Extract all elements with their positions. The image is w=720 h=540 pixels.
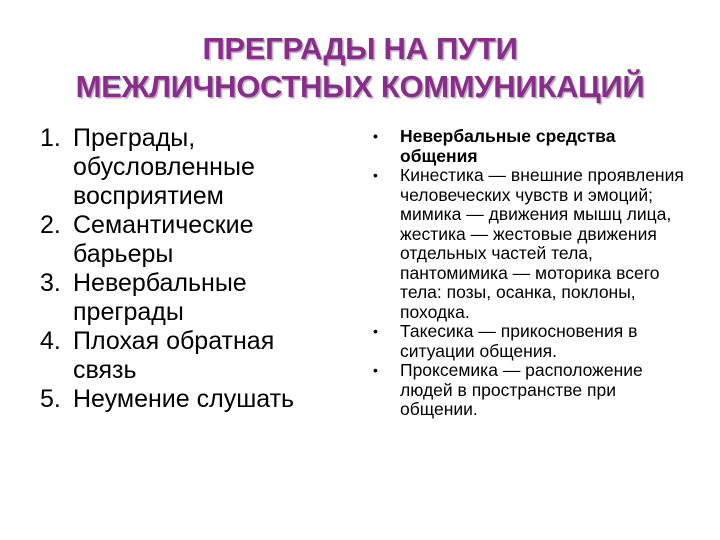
list-item-text: Кинестика — внешние проявления человеческих чувств и эмоций; мимика — движения мышц лица, жестика — жестовые движения отдельных частей тела, пантомимика — моторика всего тела: позы, осанка, поклоны, походка. (400, 165, 684, 322)
list-item-text: Проксемика — расположение людей в пространстве при общении. (400, 360, 643, 419)
list-item (40, 327, 340, 385)
list-item (370, 127, 690, 166)
list-item-text: Преграды, обусловленные восприятием (73, 124, 255, 210)
list-item (40, 385, 340, 414)
list-item (40, 124, 340, 211)
title-line-2: МЕЖЛИЧНОСТНЫХ КОММУНИКАЦИЙ (75, 69, 645, 104)
list-item-text: Семантические барьеры (73, 211, 254, 268)
list-item (370, 322, 690, 361)
slide-title (40, 30, 680, 106)
list-item-text: Невербальные преграды (73, 269, 247, 326)
bullet-icon: • (373, 362, 378, 378)
list-item-text: Такесика — прикосновения в ситуации общения. (400, 321, 638, 361)
list-item (370, 361, 690, 420)
list-item (40, 269, 340, 327)
list-item-number: 3. (40, 269, 61, 297)
list-item-text: Неумение слушать (73, 385, 295, 413)
list-item (40, 211, 340, 269)
bullet-icon: • (373, 167, 378, 183)
nonverbal-list (370, 127, 690, 420)
bullet-icon: • (373, 128, 378, 144)
list-item-number: 2. (40, 211, 61, 239)
barriers-list (40, 124, 340, 414)
list-item-text: Плохая обратная связь (73, 327, 275, 384)
title-line-1: ПРЕГРАДЫ НА ПУТИ (202, 31, 518, 66)
list-item-number: 4. (40, 327, 61, 355)
list-item-number: 5. (40, 385, 61, 413)
list-item-text: Невербальные средства общения (400, 126, 616, 166)
bullet-icon: • (373, 323, 378, 339)
list-item (370, 166, 690, 322)
list-item-number: 1. (40, 124, 61, 152)
